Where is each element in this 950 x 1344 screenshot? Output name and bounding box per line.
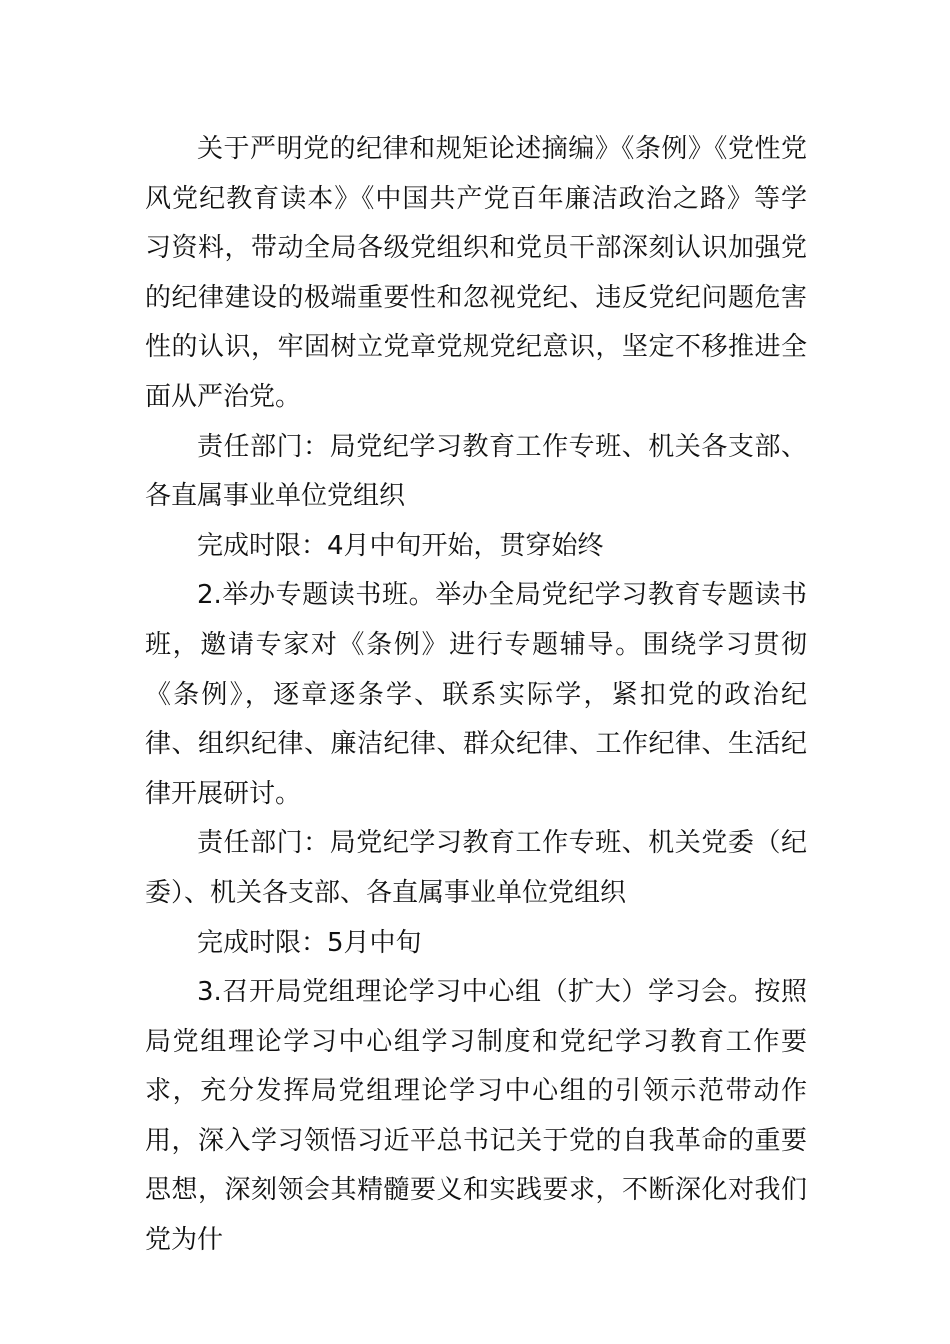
- responsible-department-1: 责任部门：局党纪学习教育工作专班、机关各支部、各直属事业单位党组织: [145, 431, 807, 512]
- responsible-department-2: 责任部门：局党纪学习教育工作专班、机关党委（纪委）、机关各支部、各直属事业单位党组织: [145, 828, 807, 908]
- deadline-1: 完成时限：4月中旬开始，贯穿始终: [197, 530, 604, 561]
- study-materials-paragraph: 关于严明党的纪律和规矩论述摘编》《条例》《党性党风党纪教育读本》《中国共产党百年廉洁政治之路》等学习资料，带动全局各级党组织和党员干部深刻认识加强党的纪律建设的极端重要性和忽视党纪、违反党纪问题危害性的认识，牢固树立党章党规党纪意识，坚定不移推进全面从严治党。: [145, 134, 807, 412]
- document-body: [145, 125, 807, 1266]
- deadline-2: 完成时限：5月中旬: [197, 927, 422, 958]
- reading-class-paragraph: 2.举办专题读书班。举办全局党纪学习教育专题读书班，邀请专家对《条例》进行专题辅导。围绕学习贯彻《条例》，逐章逐条学、联系实际学，紧扣党的政治纪律、组织纪律、廉洁纪律、群众纪律、工作纪律、生活纪律开展研讨。: [145, 580, 807, 809]
- central-group-study-paragraph: 3.召开局党组理论学习中心组（扩大）学习会。按照局党组理论学习中心组学习制度和党纪学习教育工作要求，充分发挥局党组理论学习中心组的引领示范带动作用，深入学习领悟习近平总书记关于党的自我革命的重要思想，深刻领会其精髓要义和实践要求，不断深化对我们党为什: [145, 977, 807, 1256]
